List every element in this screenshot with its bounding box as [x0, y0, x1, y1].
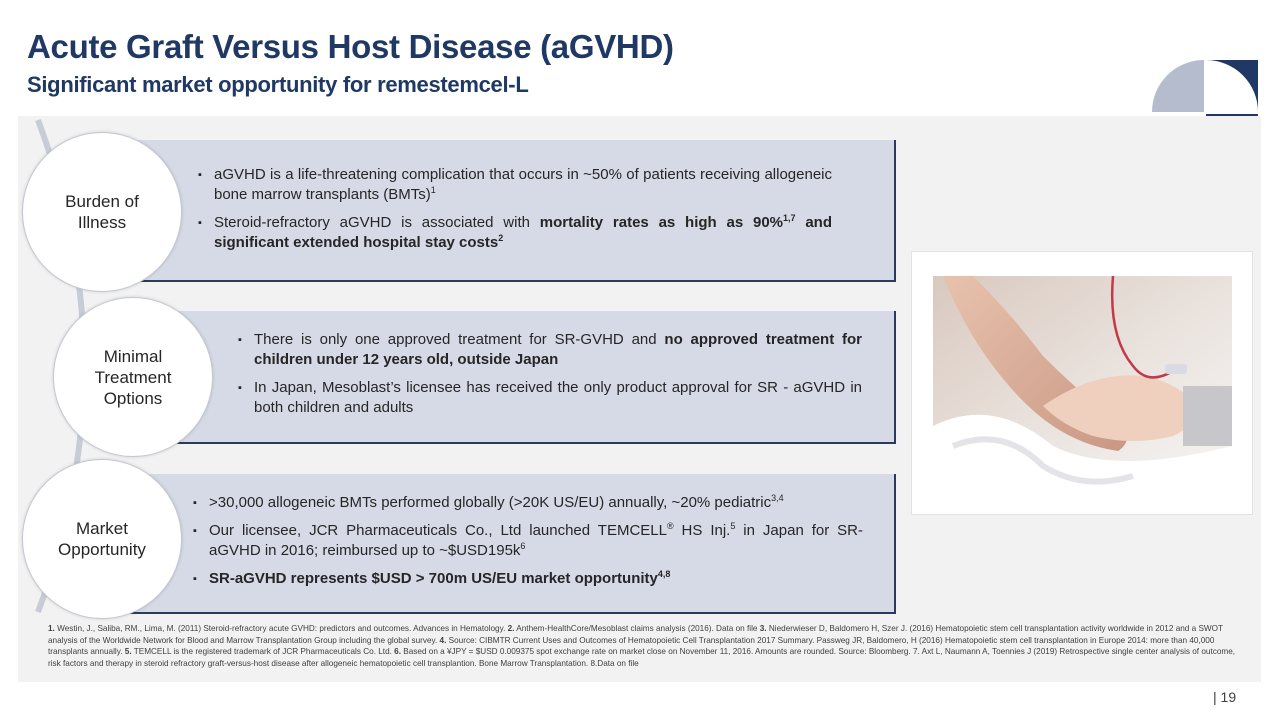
- footnote-text: Source: CIBMTR Current Uses and Outcomes of Hematopoietic Cell Transplantation 2017 Summary. Passweg JR, Baldomero, H (2016) Hematopoietic stem cell transplantation in Europe 2014: more than 40,000 transplants annually.: [48, 635, 1215, 656]
- bullet-item: [238, 330, 862, 370]
- bullet-list-market: [193, 493, 863, 597]
- bullet-list-burden: [198, 165, 832, 261]
- bullet-text: aGVHD is a life-threatening complication that occurs in ~50% of patients receiving allogeneic bone marrow transplants (BMTs): [214, 166, 832, 203]
- bullet-text: in Japan for SR-aGVHD in 2016; reimbursed up to ~$USD195k: [209, 522, 864, 559]
- footnote-number: 6.: [394, 647, 402, 656]
- footnotes: [48, 623, 1238, 669]
- circle-label: Minimal Treatment Options: [94, 346, 172, 408]
- reference-superscript: 2: [498, 233, 504, 243]
- circle-label: Burden of Illness: [65, 192, 139, 232]
- bullet-item: [198, 165, 832, 205]
- page-number: | 19: [1213, 689, 1237, 705]
- bullet-text: In Japan, Mesoblast’s licensee has received the only product approval for SR - aGVHD in both children and adults: [254, 379, 862, 416]
- bullet-item: [193, 521, 863, 561]
- bullet-text: HS Inj.: [673, 522, 731, 539]
- bullet-text: Steroid-refractory aGVHD is associated with: [214, 214, 540, 231]
- reference-superscript: 6: [520, 541, 526, 551]
- bullet-marker-icon: ▪: [238, 334, 242, 346]
- footnote-text: Westin, J., Saliba, RM., Lima, M. (2011) Steroid-refractory acute GVHD: predictors and outcomes. Advances in Hematology.: [54, 624, 508, 633]
- bullet-item: [193, 493, 863, 513]
- footnote-text: Based on a ¥JPY = $USD 0.009375 spot exchange rate on market close on November 11, 2016. Amounts are rounded. Source: Bloomberg. 7. Axt L, Naumann A, Toennies J (2019) Retrospective single center analysis of outcome, risk factors and therapy in steroid refractory graft-versus-host disease after allogeneic hematopoietic cell transplantion. Bone Marrow Transplantation. 8.Data on file: [48, 647, 1236, 668]
- reference-superscript: ®: [666, 521, 674, 531]
- footnote-text: Anthem-HealthCore/Mesoblast claims analysis (2016). Data on file: [514, 624, 760, 633]
- circle-minimal-treatment: [53, 297, 213, 457]
- reference-superscript: 1: [430, 185, 436, 195]
- reference-superscript: 5: [730, 521, 736, 531]
- circle-burden-of-illness: [22, 132, 182, 292]
- bullet-text: >30,000 allogeneic BMTs performed globally (>20K US/EU) annually, ~20% pediatric: [209, 494, 772, 511]
- reference-superscript: 3,4: [771, 493, 784, 503]
- bullet-marker-icon: ▪: [193, 573, 197, 585]
- bullet-text: There is only one approved treatment for SR-GVHD and: [254, 331, 665, 348]
- reference-superscript: 1,7: [783, 213, 796, 223]
- bullet-marker-icon: ▪: [193, 497, 197, 509]
- holding-hands-photo: [933, 276, 1232, 493]
- footnote-text: Niederwieser D, Baldomero H, Szer J. (2016) Hematopoietic stem cell transplantation activity worldwide in 2012 and a SWOT analysis of the Worldwide Network for Blood and Marrow Transplantation Group including the global survey.: [48, 624, 1223, 645]
- circle-label: Market Opportunity: [58, 519, 146, 559]
- bullet-text: mortality rates as high as 90%: [539, 214, 784, 231]
- circle-market-opportunity: [22, 459, 182, 619]
- bullet-text: and significant extended hospital stay costs: [214, 214, 832, 251]
- footnote-number: 5.: [124, 647, 132, 656]
- footnote-number: 4.: [439, 635, 447, 645]
- reference-superscript: 4,8: [657, 569, 671, 579]
- bullet-item: [193, 569, 863, 589]
- slide-subtitle: Significant market opportunity for remestemcel-L: [27, 72, 529, 97]
- footnote-number: 1.: [48, 624, 55, 633]
- bullet-marker-icon: ▪: [238, 382, 242, 394]
- bullet-marker-icon: ▪: [198, 217, 202, 229]
- footnote-number: 2.: [507, 624, 515, 633]
- slide-title: Acute Graft Versus Host Disease (aGVHD): [27, 28, 674, 65]
- bullet-item: [198, 213, 832, 253]
- bullet-text: no approved treatment for children under 12 years old, outside Japan: [254, 331, 862, 368]
- bullet-item: [238, 378, 862, 418]
- footnote-text: TEMCELL is the registered trademark of JCR Pharmaceuticals Co. Ltd.: [131, 647, 395, 656]
- bullet-text: SR-aGVHD represents $USD > 700m US/EU market opportunity: [209, 570, 658, 587]
- footnote-number: 3.: [759, 624, 767, 633]
- bullet-text: Our licensee, JCR Pharmaceuticals Co., Ltd launched TEMCELL: [209, 522, 667, 539]
- bullet-marker-icon: ▪: [193, 525, 197, 537]
- photo-frame: [911, 251, 1253, 515]
- bullet-marker-icon: ▪: [198, 169, 202, 181]
- bullet-list-treatment: [238, 330, 862, 426]
